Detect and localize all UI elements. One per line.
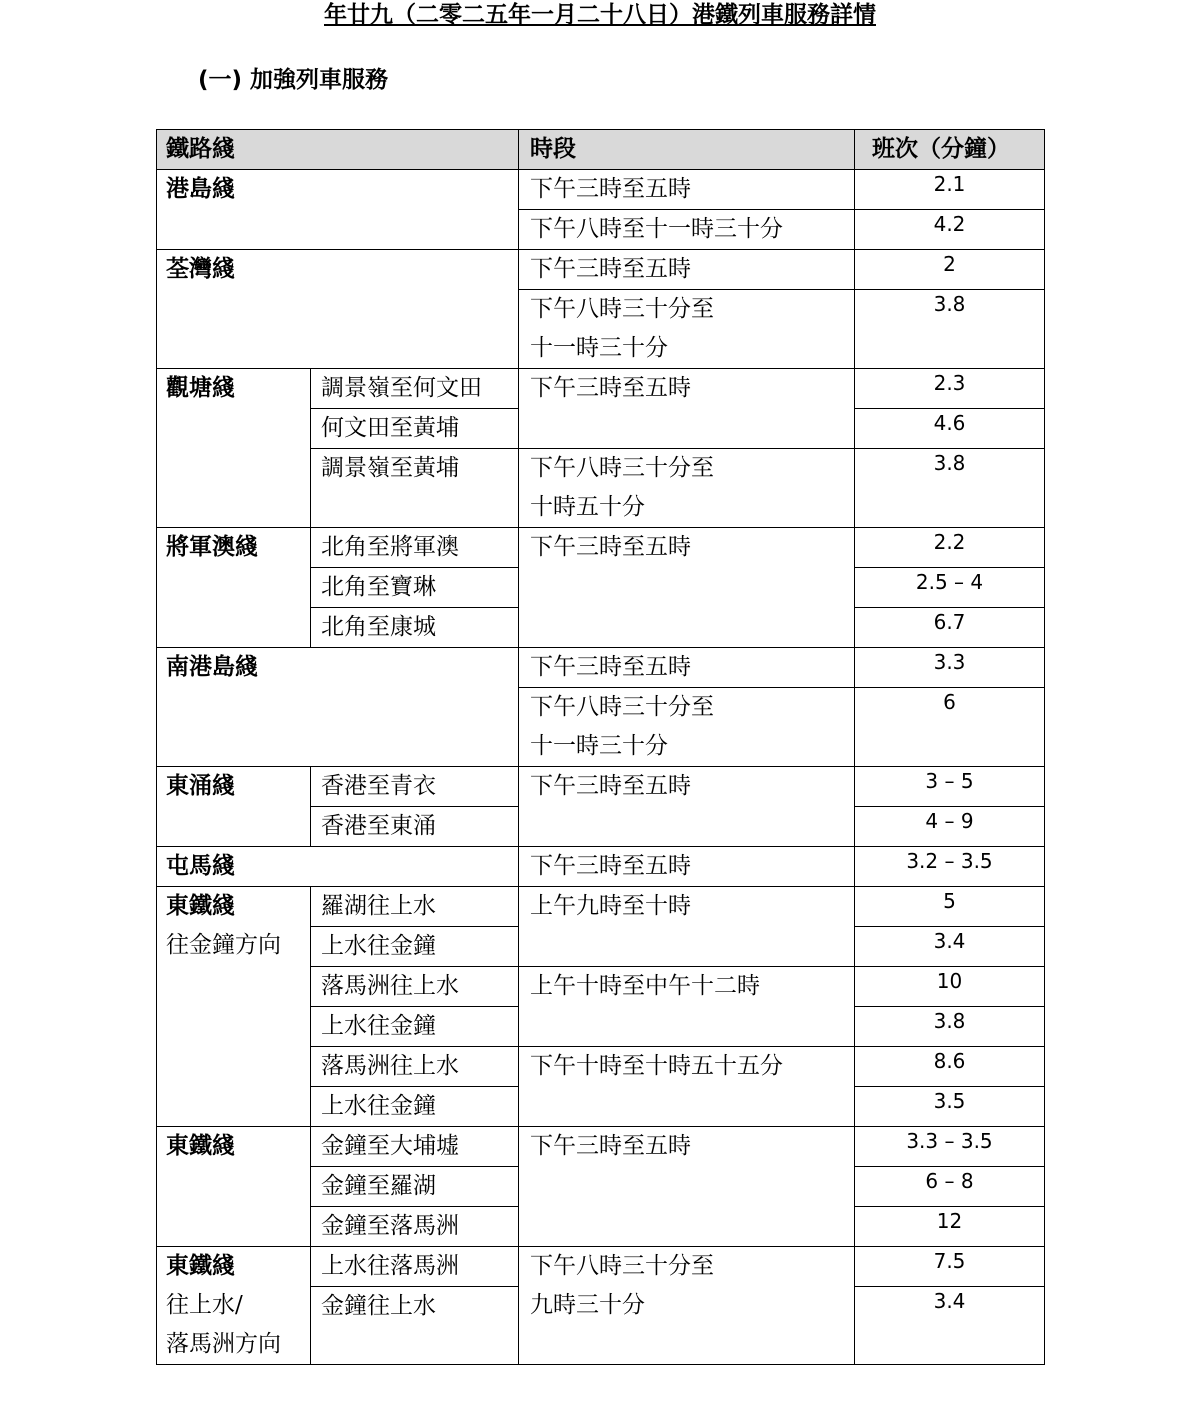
line-name-text: 東鐵綫 xyxy=(166,1253,235,1279)
segment-cell: 金鐘至落馬洲 xyxy=(311,1207,519,1247)
frequency-cell: 3.2 – 3.5 xyxy=(855,847,1045,887)
period-cell: 上午九時至十時 xyxy=(519,887,855,967)
line-name: 荃灣綫 xyxy=(157,250,519,369)
period-cell: 下午十時至十時五十五分 xyxy=(519,1047,855,1127)
line-direction: 落馬洲方向 xyxy=(166,1331,281,1357)
service-table xyxy=(156,129,1045,1365)
frequency-cell: 6 – 8 xyxy=(855,1167,1045,1207)
frequency-cell: 6 xyxy=(855,688,1045,767)
table-row xyxy=(157,887,1045,927)
segment-cell: 何文田至黃埔 xyxy=(311,409,519,449)
frequency-cell: 2.2 xyxy=(855,528,1045,568)
segment-cell: 落馬洲往上水 xyxy=(311,1047,519,1087)
frequency-cell: 3.3 xyxy=(855,648,1045,688)
period-cell: 下午八時至十一時三十分 xyxy=(519,210,855,250)
segment-cell: 上水往落馬洲 xyxy=(311,1247,519,1287)
table-row xyxy=(157,1247,1045,1287)
frequency-cell: 7.5 xyxy=(855,1247,1045,1287)
line-name: 屯馬綫 xyxy=(157,847,519,887)
frequency-cell: 3 – 5 xyxy=(855,767,1045,807)
table-row xyxy=(157,369,1045,409)
line-name: 將軍澳綫 xyxy=(157,528,311,648)
segment-cell: 金鐘至羅湖 xyxy=(311,1167,519,1207)
table-row xyxy=(157,847,1045,887)
segment-cell: 北角至寶琳 xyxy=(311,568,519,608)
period-cell: 下午三時至五時 xyxy=(519,250,855,290)
line-name: 港島綫 xyxy=(157,170,519,250)
frequency-cell: 3.4 xyxy=(855,1287,1045,1365)
period-cell xyxy=(519,449,855,528)
segment-cell: 羅湖往上水 xyxy=(311,887,519,927)
line-name: 南港島綫 xyxy=(157,648,519,767)
line-direction: 往金鐘方向 xyxy=(166,932,281,958)
table-row xyxy=(157,170,1045,210)
period-line: 十一時三十分 xyxy=(530,733,668,759)
line-direction: 往上水/ xyxy=(166,1292,243,1318)
period-line: 九時三十分 xyxy=(530,1292,645,1318)
table-row xyxy=(157,767,1045,807)
frequency-cell: 3.4 xyxy=(855,927,1045,967)
segment-cell: 調景嶺至黃埔 xyxy=(311,449,519,528)
segment-cell: 上水往金鐘 xyxy=(311,1007,519,1047)
frequency-cell: 2.5 – 4 xyxy=(855,568,1045,608)
frequency-cell: 4.6 xyxy=(855,409,1045,449)
table-row xyxy=(157,1127,1045,1167)
segment-cell: 上水往金鐘 xyxy=(311,1087,519,1127)
segment-cell: 調景嶺至何文田 xyxy=(311,369,519,409)
period-line: 下午八時三十分至 xyxy=(530,296,714,322)
frequency-cell: 3.8 xyxy=(855,449,1045,528)
frequency-cell: 3.5 xyxy=(855,1087,1045,1127)
frequency-cell: 3.3 – 3.5 xyxy=(855,1127,1045,1167)
frequency-cell: 3.8 xyxy=(855,290,1045,369)
header-frequency: 班次（分鐘） xyxy=(855,130,1045,170)
period-cell: 下午三時至五時 xyxy=(519,767,855,847)
line-name xyxy=(157,1247,311,1365)
period-cell: 下午三時至五時 xyxy=(519,528,855,648)
segment-cell: 北角至將軍澳 xyxy=(311,528,519,568)
frequency-cell: 3.8 xyxy=(855,1007,1045,1047)
segment-cell: 金鐘往上水 xyxy=(311,1287,519,1365)
segment-cell: 北角至康城 xyxy=(311,608,519,648)
period-cell: 下午三時至五時 xyxy=(519,847,855,887)
segment-cell: 金鐘至大埔墟 xyxy=(311,1127,519,1167)
period-line: 十時五十分 xyxy=(530,494,645,520)
document-title: 年廿九（二零二五年一月二十八日）港鐵列車服務詳情 xyxy=(324,2,876,28)
frequency-cell: 5 xyxy=(855,887,1045,927)
frequency-cell: 6.7 xyxy=(855,608,1045,648)
frequency-cell: 2.1 xyxy=(855,170,1045,210)
frequency-cell: 12 xyxy=(855,1207,1045,1247)
line-name: 東鐵綫 xyxy=(157,1127,311,1247)
segment-cell: 香港至東涌 xyxy=(311,807,519,847)
frequency-cell: 2.3 xyxy=(855,369,1045,409)
table-row xyxy=(157,250,1045,290)
segment-cell: 香港至青衣 xyxy=(311,767,519,807)
period-cell xyxy=(519,1247,855,1365)
table-row xyxy=(157,528,1045,568)
table-header-row xyxy=(157,130,1045,170)
line-name: 東涌綫 xyxy=(157,767,311,847)
line-name: 觀塘綫 xyxy=(157,369,311,528)
period-cell: 下午三時至五時 xyxy=(519,648,855,688)
frequency-cell: 4 – 9 xyxy=(855,807,1045,847)
period-cell: 下午三時至五時 xyxy=(519,369,855,449)
period-cell: 下午三時至五時 xyxy=(519,170,855,210)
period-cell: 上午十時至中午十二時 xyxy=(519,967,855,1047)
frequency-cell: 10 xyxy=(855,967,1045,1007)
period-line: 下午八時三十分至 xyxy=(530,694,714,720)
frequency-cell: 8.6 xyxy=(855,1047,1045,1087)
header-line: 鐵路綫 xyxy=(157,130,519,170)
period-cell xyxy=(519,290,855,369)
period-line: 下午八時三十分至 xyxy=(530,455,714,481)
period-line: 十一時三十分 xyxy=(530,335,668,361)
segment-cell: 上水往金鐘 xyxy=(311,927,519,967)
frequency-cell: 4.2 xyxy=(855,210,1045,250)
header-period: 時段 xyxy=(519,130,855,170)
line-name xyxy=(157,887,311,1127)
frequency-cell: 2 xyxy=(855,250,1045,290)
table-row xyxy=(157,648,1045,688)
period-cell xyxy=(519,688,855,767)
line-name-text: 東鐵綫 xyxy=(166,893,235,919)
period-line: 下午八時三十分至 xyxy=(530,1253,714,1279)
period-cell: 下午三時至五時 xyxy=(519,1127,855,1247)
section-heading: (一) 加強列車服務 xyxy=(198,67,389,93)
segment-cell: 落馬洲往上水 xyxy=(311,967,519,1007)
